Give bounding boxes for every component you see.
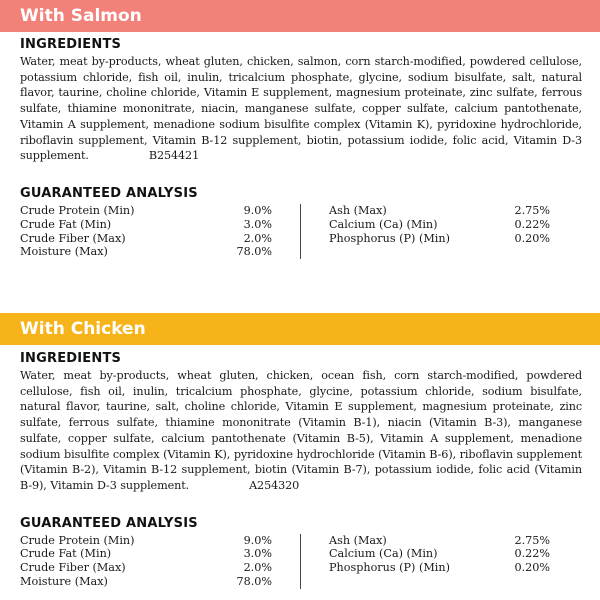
analysis-label: Crude Fat (Min) (20, 547, 112, 561)
chicken-banner (0, 313, 600, 345)
analysis-label: Phosphorus (P) (Min) (329, 231, 450, 245)
analysis-value: 9.0% (243, 203, 272, 217)
analysis-value: 2.0% (243, 231, 272, 245)
analysis-label: Crude Fiber (Max) (20, 231, 126, 245)
analysis-row (20, 547, 272, 561)
analysis-value: 9.0% (243, 533, 272, 547)
chicken-banner-title: With Chicken (20, 319, 146, 339)
analysis-value: 0.20% (514, 561, 550, 575)
analysis-row (329, 218, 550, 232)
chicken-analysis-right (300, 534, 550, 589)
analysis-row (329, 204, 550, 218)
chicken-analysis-left (20, 534, 272, 589)
analysis-value: 78.0% (236, 575, 272, 589)
salmon-analysis-left (20, 204, 272, 259)
analysis-label: Calcium (Ca) (Min) (329, 217, 438, 231)
analysis-row (20, 204, 272, 218)
analysis-label: Crude Fiber (Max) (20, 561, 126, 575)
chicken-ingredients-list: Water, meat by-products, wheat gluten, chicken, ocean fish, corn starch-modified, powdered cellulose, fish oil, inulin, tricalcium phosphate, glycine, potassium chloride, sodium bisulfate, natural flavor, taurine, salt, choline chloride, Vitamin E supplement, magnesium proteinate, zinc sulfate, ferrous sulfate, thiamine mononitrate (Vitamin B-1), niacin (Vitamin B-3), manganese sulfate, copper sulfate, calcium pantothenate (Vitamin B-5), Vitamin A supplement, menadione sodium bisulfite complex (Vitamin K), pyridoxine hydrochloride (Vitamin B-6), riboflavin supplement (Vitamin B-2), Vitamin B-12 supplement, biotin (Vitamin B-7), potassium iodide, folic acid (Vitamin B-9), Vitamin D-3 supplement. (20, 369, 582, 492)
analysis-row (20, 245, 272, 259)
salmon-banner-title: With Salmon (20, 6, 142, 26)
analysis-value: 3.0% (243, 547, 272, 561)
analysis-label: Phosphorus (P) (Min) (329, 561, 450, 575)
chicken-ingredients-heading: INGREDIENTS (20, 351, 122, 366)
analysis-value: 78.0% (236, 245, 272, 259)
analysis-value: 0.20% (514, 231, 550, 245)
analysis-row (329, 534, 550, 548)
analysis-value: 2.0% (243, 561, 272, 575)
analysis-row (329, 232, 550, 246)
analysis-label: Moisture (Max) (20, 245, 108, 259)
chicken-ingredients-text (20, 368, 582, 494)
salmon-ingredients-list: Water, meat by-products, wheat gluten, chicken, salmon, corn starch-modified, powdered cellulose, potassium chloride, fish oil, inulin, tricalcium phosphate, glycine, sodium bisulfate, salt, natural flavor, taurine, choline chloride, Vitamin E supplement, magnesium proteinate, zinc sulfate, ferrous sulfate, thiamine mononitrate, niacin, manganese sulfate, copper sulfate, calcium pantothenate, Vitamin A supplement, menadione sodium bisulfite complex (Vitamin K), pyridoxine hydrochloride, riboflavin supplement, Vitamin B-12 supplement, biotin, potassium iodide, folic acid, Vitamin D-3 supplement. (20, 55, 582, 163)
analysis-value: 0.22% (514, 217, 550, 231)
analysis-row (20, 575, 272, 589)
salmon-section (20, 37, 582, 259)
salmon-product-code: B254421 (148, 149, 200, 163)
analysis-row (20, 534, 272, 548)
salmon-banner (0, 0, 600, 32)
salmon-ingredients-heading: INGREDIENTS (20, 37, 122, 52)
analysis-label: Calcium (Ca) (Min) (329, 547, 438, 561)
analysis-label: Crude Fat (Min) (20, 217, 112, 231)
chicken-section (20, 351, 582, 589)
salmon-analysis-right (300, 204, 550, 259)
analysis-label: Ash (Max) (329, 533, 387, 547)
analysis-label: Crude Protein (Min) (20, 533, 135, 547)
salmon-analysis-table (20, 204, 582, 259)
analysis-value: 2.75% (514, 533, 550, 547)
analysis-row (20, 218, 272, 232)
salmon-analysis-heading: GUARANTEED ANALYSIS (20, 185, 198, 201)
analysis-row (329, 561, 550, 575)
salmon-ingredients-text (20, 54, 582, 164)
analysis-value: 2.75% (514, 203, 550, 217)
chicken-product-code: A254320 (249, 478, 300, 492)
analysis-row (20, 232, 272, 246)
chicken-analysis-heading: GUARANTEED ANALYSIS (20, 515, 198, 531)
analysis-label: Ash (Max) (329, 203, 387, 217)
analysis-label: Crude Protein (Min) (20, 203, 135, 217)
analysis-label: Moisture (Max) (20, 575, 108, 589)
analysis-row (329, 547, 550, 561)
analysis-value: 0.22% (514, 547, 550, 561)
analysis-row (20, 561, 272, 575)
analysis-value: 3.0% (243, 217, 272, 231)
chicken-analysis-table (20, 534, 582, 589)
